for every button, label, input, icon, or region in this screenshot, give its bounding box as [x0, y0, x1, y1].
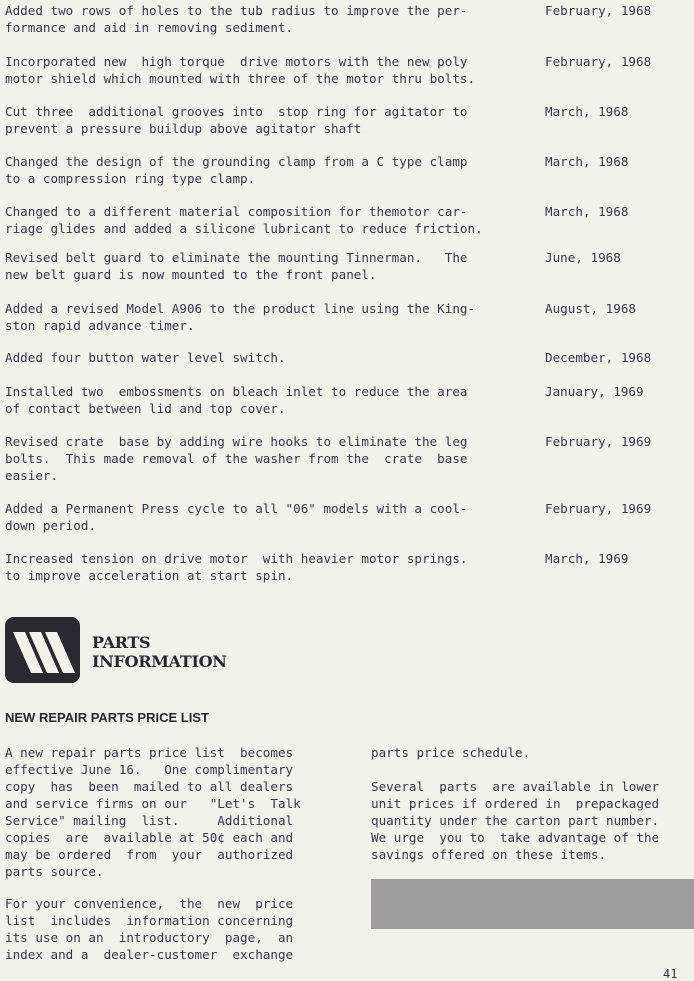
gray-image-block: [371, 879, 694, 929]
change-date: March, 1968: [545, 204, 629, 219]
change-date: March, 1969: [545, 551, 629, 566]
change-description: Installed two embossments on bleach inlet to reduce the area of contact between lid and top cover.: [5, 384, 468, 416]
section-title-line1: PARTS: [92, 633, 151, 652]
change-date: February, 1969: [545, 501, 652, 516]
page-number: 41: [663, 967, 678, 981]
change-description: Changed the design of the grounding clamp from a C type clamp to a compression ring type clamp.: [5, 154, 468, 186]
change-date: December, 1968: [545, 350, 652, 365]
article-right-paragraph-2: Several parts are available in lower unit prices if ordered in prepackaged quantity under the carton part number. We urge you to take advantage of the savings offered on these items.: [371, 779, 660, 862]
article-left-paragraph-2: For your convenience, the new price list includes information concerning its use on an introductory page, an index and a dealer-customer exchange: [5, 896, 294, 962]
change-description: Cut three additional grooves into stop ring for agitator to prevent a pressure buildup above agitator shaft: [5, 104, 468, 136]
section-title-line2: INFORMATION: [92, 652, 227, 671]
change-description: Changed to a different material composition for themotor car- riage glides and added a silicone lubricant to reduce friction.: [5, 204, 483, 236]
change-date: August, 1968: [545, 301, 636, 316]
change-description: Incorporated new high torque drive motors with the new poly motor shield which mounted with three of the motor thru bolts.: [5, 54, 476, 86]
article-left-paragraph-1: A new repair parts price list becomes effective June 16. One complimentary copy has been mailed to all dealers and service firms on our "Let's Talk Service" mailing list. Additional copies are available at 50¢ each and may be ordered from your authorized parts source.: [5, 745, 301, 879]
change-description: Revised crate base by adding wire hooks to eliminate the leg bolts. This made removal of the washer from the crate base easier.: [5, 434, 468, 483]
change-date: February, 1969: [545, 434, 652, 449]
change-description: Added two rows of holes to the tub radius to improve the per- formance and aid in removing sediment.: [5, 3, 468, 35]
change-date: March, 1968: [545, 154, 629, 169]
change-date: June, 1968: [545, 250, 621, 265]
company-logo: [5, 617, 80, 683]
change-description: Added a revised Model A906 to the product line using the King- ston rapid advance timer.: [5, 301, 476, 333]
change-description: Revised belt guard to eliminate the mounting Tinnerman. The new belt guard is now mounted to the front panel.: [5, 250, 468, 282]
change-date: January, 1969: [545, 384, 644, 399]
change-date: March, 1968: [545, 104, 629, 119]
change-description: Added a Permanent Press cycle to all "06" models with a cool- down period.: [5, 501, 468, 533]
stripes-logo-icon: [5, 617, 80, 683]
article-right-paragraph-1: parts price schedule.: [371, 745, 531, 760]
change-date: February, 1968: [545, 3, 652, 18]
article-heading: NEW REPAIR PARTS PRICE LIST: [5, 710, 209, 725]
change-description: Increased tension on drive motor with heavier motor springs. to improve acceleration at start spin.: [5, 551, 468, 583]
change-date: February, 1968: [545, 54, 652, 69]
change-description: Added four button water level switch.: [5, 350, 286, 365]
